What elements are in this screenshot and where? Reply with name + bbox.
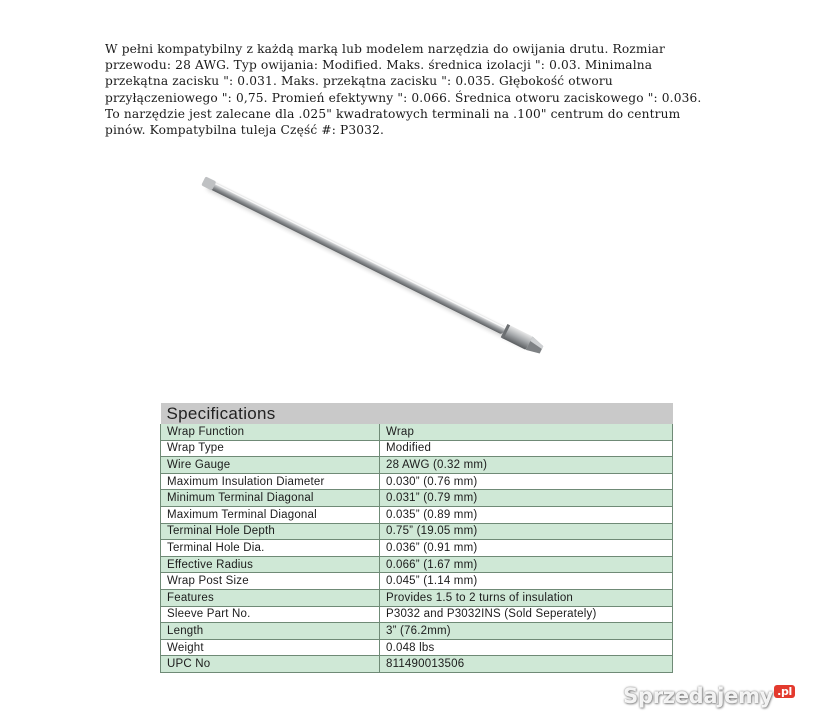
spec-label: Effective Radius	[161, 556, 380, 573]
spec-value: 0.031” (0.79 mm)	[380, 490, 673, 507]
table-row	[161, 506, 673, 523]
wire-wrap-bit-image	[195, 165, 595, 355]
table-row	[161, 623, 673, 640]
spec-label: Features	[161, 589, 380, 606]
table-row	[161, 490, 673, 507]
spec-label: Maximum Terminal Diagonal	[161, 506, 380, 523]
spec-value: 0.045” (1.14 mm)	[380, 573, 673, 590]
table-row	[161, 589, 673, 606]
spec-value: Provides 1.5 to 2 turns of insulation	[380, 589, 673, 606]
table-row	[161, 606, 673, 623]
spec-label: Wrap Post Size	[161, 573, 380, 590]
table-row	[161, 523, 673, 540]
spec-label: Wire Gauge	[161, 457, 380, 474]
spec-value: 0.048 lbs	[380, 639, 673, 656]
spec-label: Sleeve Part No.	[161, 606, 380, 623]
specifications-table	[160, 403, 673, 673]
spec-value: 0.066” (1.67 mm)	[380, 556, 673, 573]
product-description: W pełni kompatybilny z każdą marką lub modelem narzędzia do owijania drutu. Rozmiar przewodu: 28 AWG. Typ owijania: Modified. Maks. średnica izolacji ": 0.03. Minimalna przekątna zacisku ": 0.031. Maks. przekątna zacisku ": 0.035. Głębokość otworu przyłączeniowego ": 0,75. Promień efektywny ": 0.066. Średnica otworu zaciskowego ": 0.036. To narzędzie jest zalecane dla .025" kwadratowych terminali na .100" centrum do centrum pinów. Kompatybilna tuleja Część #: P3032.	[105, 42, 702, 138]
table-row	[161, 639, 673, 656]
spec-value: 0.75” (19.05 mm)	[380, 523, 673, 540]
watermark-brand: Sprzedajemy	[623, 684, 774, 708]
sprzedajemy-watermark	[623, 684, 795, 708]
spec-label: Length	[161, 623, 380, 640]
spec-label: Wrap Type	[161, 440, 380, 457]
table-row	[161, 473, 673, 490]
spec-label: Terminal Hole Depth	[161, 523, 380, 540]
table-row	[161, 556, 673, 573]
table-row	[161, 656, 673, 673]
spec-value: Modified	[380, 440, 673, 457]
spec-value: 28 AWG (0.32 mm)	[380, 457, 673, 474]
table-row	[161, 540, 673, 557]
spec-value: P3032 and P3032INS (Sold Seperately)	[380, 606, 673, 623]
spec-value: 811490013506	[380, 656, 673, 673]
spec-label: UPC No	[161, 656, 380, 673]
spec-value: 0.030” (0.76 mm)	[380, 473, 673, 490]
spec-value: 0.036” (0.91 mm)	[380, 540, 673, 557]
watermark-tld: .pl	[774, 685, 795, 698]
specifications-title: Specifications	[161, 403, 673, 424]
table-row	[161, 457, 673, 474]
spec-label: Wrap Function	[161, 424, 380, 440]
table-row	[161, 424, 673, 440]
spec-label: Terminal Hole Dia.	[161, 540, 380, 557]
spec-value: 0.035” (0.89 mm)	[380, 506, 673, 523]
spec-value: Wrap	[380, 424, 673, 440]
spec-label: Weight	[161, 639, 380, 656]
spec-label: Minimum Terminal Diagonal	[161, 490, 380, 507]
table-row	[161, 440, 673, 457]
table-row	[161, 573, 673, 590]
spec-value: 3” (76.2mm)	[380, 623, 673, 640]
spec-label: Maximum Insulation Diameter	[161, 473, 380, 490]
wire-wrap-bit-icon	[195, 165, 595, 355]
